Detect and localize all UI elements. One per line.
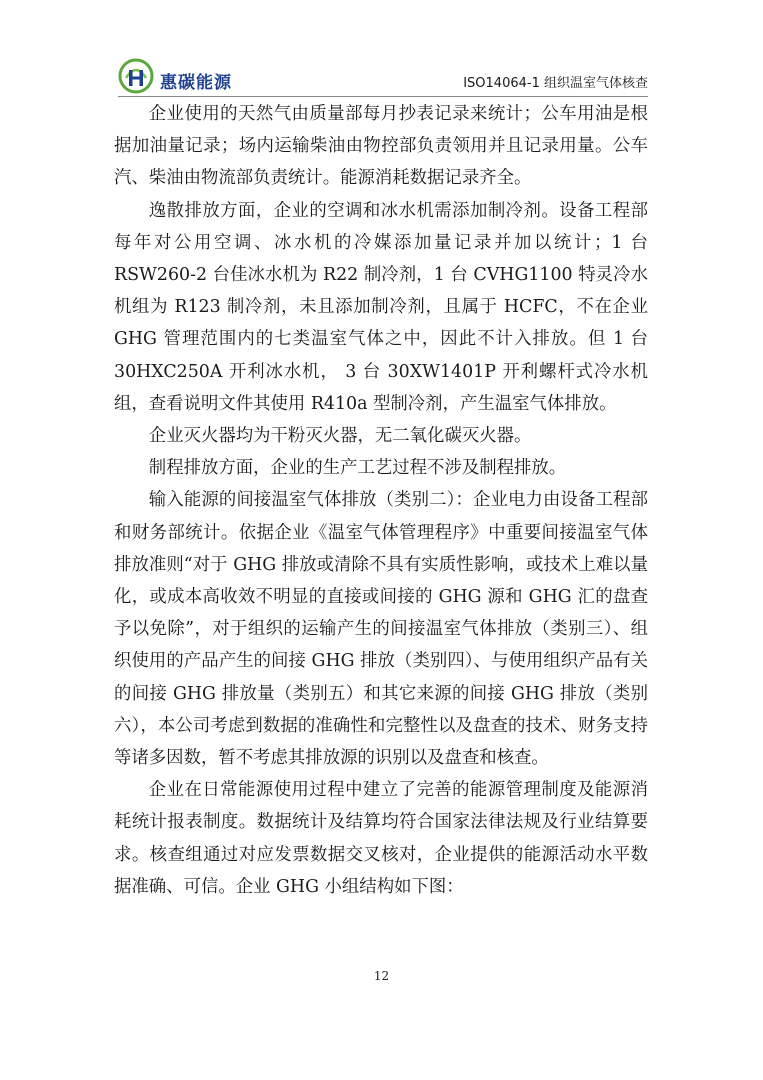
paragraph-process-emissions: 制程排放方面，企业的生产工艺过程不涉及制程排放。 <box>148 458 567 479</box>
hui-tan-leaf-logo-icon <box>118 58 154 94</box>
paragraph-fuel-records: 企业使用的天然气由质量部每月抄表记录来统计；公车用油是根据加油量记录；场内运输柴油由物控部负责领用并且记录用量。公车汽、柴油由物流部负责统计。能源消耗数据记录齐全。 <box>114 104 648 189</box>
paragraph-indirect-emissions: 输入能源的间接温室气体排放（类别二）：企业电力由设备工程部和财务部统计。依据企业《温室气体管理程序》中重要间接温室气体排放准则“对于 GHG 排放或清除不具有实质性影响，或技术上难以量化，或成本高收效不明显的直接或间接的 GHG 源和 GHG 汇的盘查予以免除”，对于组织的运输产生的间接温室气体排放（类别三）、组织使用的产品产生的间接 GHG 排放（类别四）、与使用组织产品有关的间接 GHG 排放量（类别五）和其它来源的间接 GHG 排放（类别六），本公司考虑到数据的准确性和完整性以及盘查的技术、财务支持等诸多因数，暂不考虑其排放源的识别以及盘查和核查。 <box>114 490 648 769</box>
page-header <box>118 58 648 98</box>
paragraph-energy-management: 企业在日常能源使用过程中建立了完善的能源管理制度及能源消耗统计报表制度。数据统计及结算均符合国家法律法规及行业结算要求。核查组通过对应发票数据交叉核对，企业提供的能源活动水平数据准确、可信。企业 GHG 小组结构如下图： <box>114 780 648 897</box>
page-body <box>114 98 648 903</box>
brand-name: 惠碳能源 <box>160 73 232 93</box>
page-number: 12 <box>373 969 390 983</box>
header-divider <box>118 96 648 97</box>
paragraph-fugitive-emissions: 逸散排放方面，企业的空调和冰水机需添加制冷剂。设备工程部每年对公用空调、冰水机的冷媒添加量记录并加以统计；1 台 RSW260-2 台佳冰水机为 R22 制冷剂，1 台 CVHG1100 特灵冷水机组为 R123 制冷剂，未且添加制冷剂，且属于 HCFC，不在企业 GHG 管理范围内的七类温室气体之中，因此不计入排放。但 1 台 30HXC250A 开利冰水机， 3 台 30XW1401P 开利螺杆式冷水机组，查看说明文件其使用 R410a 型制冷剂，产生温室气体排放。 <box>114 200 648 414</box>
paragraph-fire-extinguishers: 企业灭火器均为干粉灭火器，无二氧化碳灭火器。 <box>148 426 532 447</box>
document-title: ISO14064-1 组织温室气体核查 <box>463 76 648 91</box>
